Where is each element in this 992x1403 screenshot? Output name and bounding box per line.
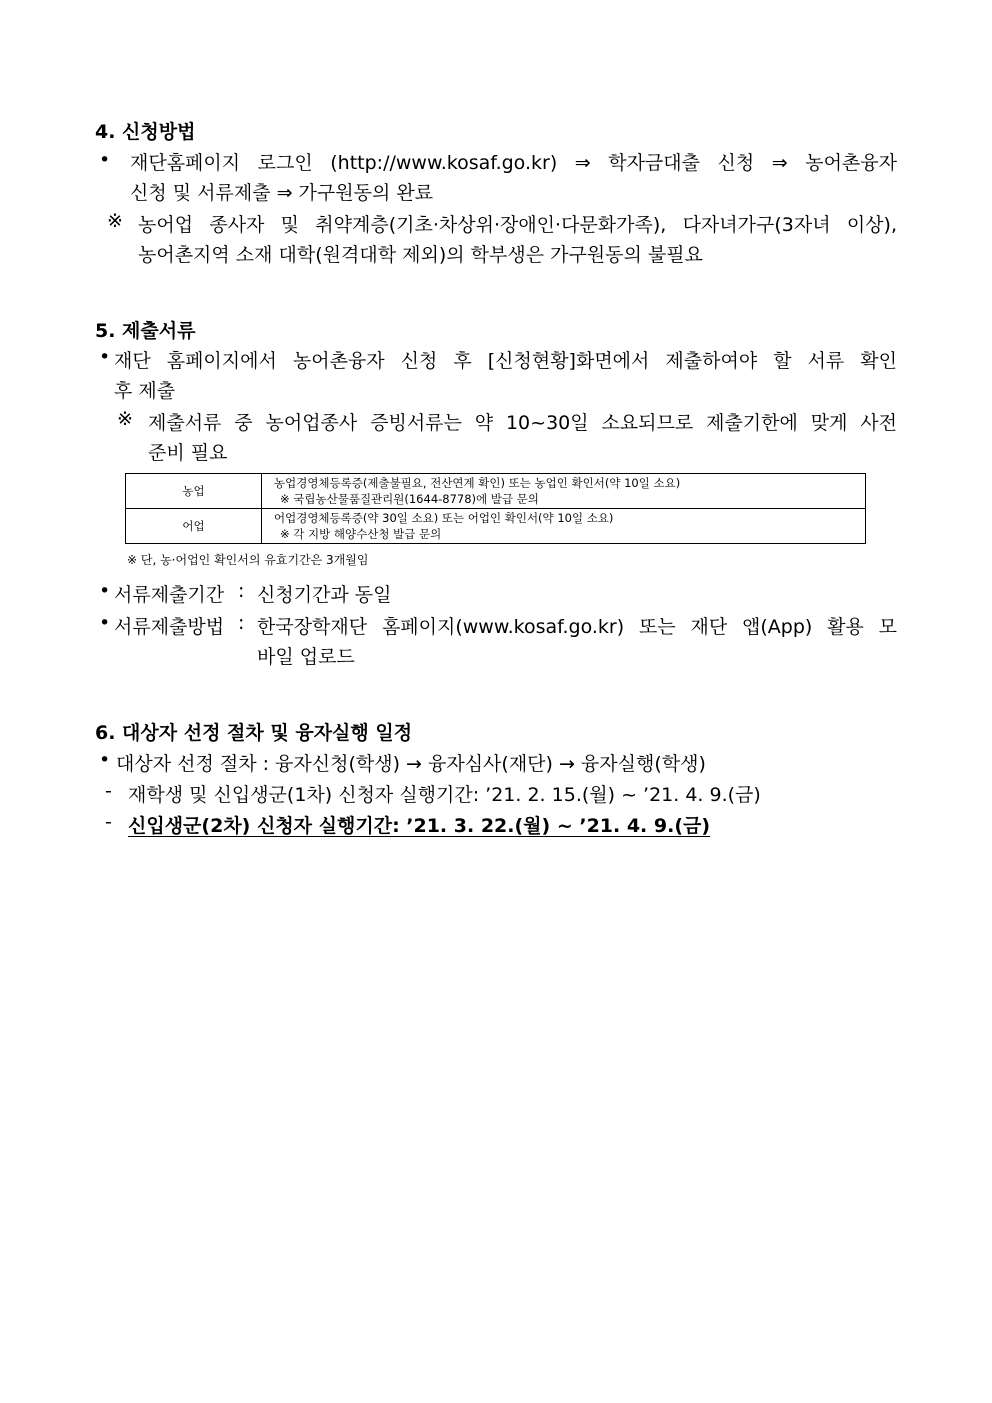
- table-doc-text: 어업경영체등록증(약 30일 소요) 또는 어업인 확인서(약 10일 소요): [274, 511, 614, 525]
- schedule-second: 신입생군(2차) 신청자 실행기간: ’21. 3. 22.(월) ~ ’21. 4. 9.(금): [128, 815, 711, 837]
- selection-process: 대상자 선정 절차 : 융자신청(학생) → 융자심사(재단) → 융자실행(학생): [116, 753, 706, 775]
- table-footnote: ※ 단, 농·어업인 확인서의 유효기간은 3개월임: [127, 553, 369, 567]
- bullet-icon: •: [99, 580, 111, 602]
- table-description-cell: [262, 474, 866, 509]
- section4-line1: 재단홈페이지 로그인 (http://www.kosaf.go.kr) ⇒ 학자금대출 신청 ⇒ 농어촌융자: [130, 152, 897, 174]
- section4-heading: 4. 신청방법: [95, 121, 196, 143]
- bullet-icon: •: [99, 612, 111, 634]
- section5-line1: 재단 홈페이지에서 농어촌융자 신청 후 [신청현황]화면에서 제출하여야 할 서류 확인: [114, 350, 897, 372]
- table-note-text: ※ 각 지방 해양수산청 발급 문의: [280, 527, 442, 541]
- section4-note-line2: 농어촌지역 소재 대학(원격대학 제외)의 학부생은 가구원동의 불필요: [138, 244, 703, 266]
- section6-heading: 6. 대상자 선정 절차 및 융자실행 일정: [95, 722, 413, 744]
- schedule-first: 재학생 및 신입생군(1차) 신청자 실행기간: ’21. 2. 15.(월) ~ ’21. 4. 9.(금): [128, 784, 761, 806]
- section4-note-line1: 농어업 종사자 및 취약계층(기초·차상위·장애인·다문화가족), 다자녀가구(3자녀 이상),: [138, 214, 897, 236]
- table-row: [126, 509, 866, 544]
- dash-mark: -: [105, 780, 112, 802]
- required-documents-table: [125, 473, 866, 544]
- section5-note-line1: 제출서류 중 농어업종사 증빙서류는 약 10~30일 소요되므로 제출기한에 맞게 사전: [148, 412, 897, 434]
- method-separator: :: [238, 612, 245, 634]
- table-doc-text: 농업경영체등록증(제출불필요, 전산연계 확인) 또는 농업인 확인서(약 10일 소요): [274, 476, 681, 490]
- section5-note-line2: 준비 필요: [148, 442, 228, 464]
- method-line1: 한국장학재단 홈페이지(www.kosaf.go.kr) 또는 재단 앱(App) 활용 모: [257, 616, 897, 638]
- table-description-cell: [262, 509, 866, 544]
- note-mark: ※: [117, 408, 133, 430]
- table-row: [126, 474, 866, 509]
- note-mark: ※: [107, 210, 123, 232]
- bullet-icon: •: [99, 749, 111, 771]
- table-category-cell: 어업: [126, 509, 262, 544]
- dash-mark: -: [105, 811, 112, 833]
- method-label: 서류제출방법: [114, 616, 225, 638]
- section5-heading: 5. 제출서류: [95, 320, 196, 342]
- bullet-icon: •: [99, 346, 111, 368]
- table-category-cell: 농업: [126, 474, 262, 509]
- period-label: 서류제출기간: [114, 584, 225, 606]
- method-line2: 바일 업로드: [257, 646, 355, 668]
- period-value: 신청기간과 동일: [257, 584, 392, 606]
- table-note-text: ※ 국립농산물품질관리원(1644-8778)에 발급 문의: [280, 492, 539, 506]
- section4-line2: 신청 및 서류제출 ⇒ 가구원동의 완료: [130, 182, 434, 204]
- bullet-icon: •: [99, 149, 111, 171]
- period-separator: :: [238, 580, 245, 602]
- section5-line2: 후 제출: [114, 380, 176, 402]
